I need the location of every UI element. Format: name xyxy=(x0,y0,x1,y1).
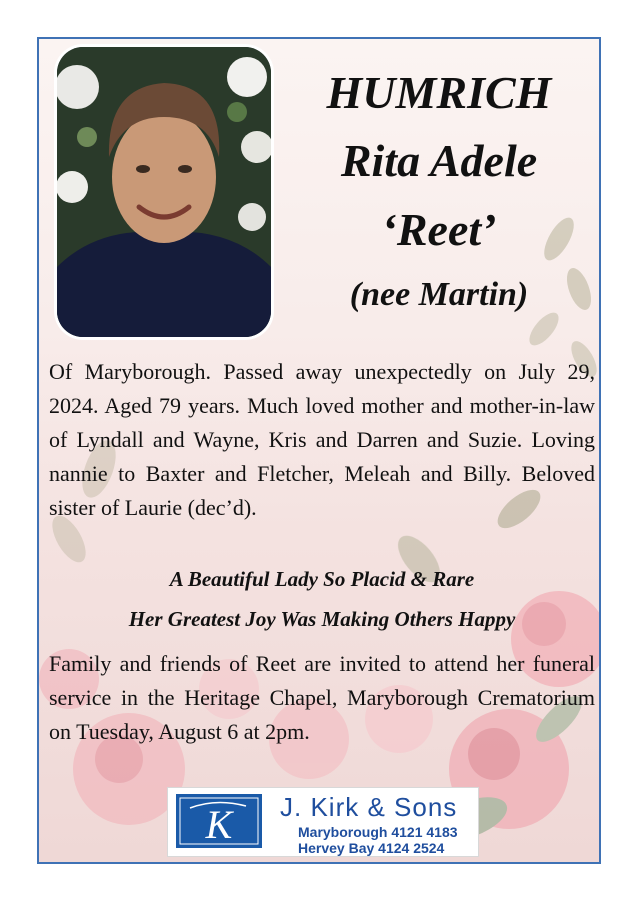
verse-line-1: A Beautiful Lady So Placid & Rare xyxy=(169,567,475,591)
obituary-text: Of Maryborough. Passed away unexpectedly on July 29, 2024. Aged 79 years. Much loved mother and mother-in-law of Lyndall and Wayne, Kris and Darren and Suzie. Loving nannie to Baxter and Fletcher, Meleah and Billy. Beloved sister of Laurie (dec’d). xyxy=(49,359,595,520)
kirk-logo-mark-icon xyxy=(176,794,262,848)
phone-hervey-bay: Hervey Bay 4124 2524 xyxy=(298,840,445,856)
funeral-details: Family and friends of Reet are invited to attend her funeral service in the Heritage Chapel, Maryborough Crematorium on Tuesday, August 6 at 2pm. xyxy=(49,651,595,744)
phone-maryborough: Maryborough 4121 4183 xyxy=(298,824,458,840)
funeral-director-logo xyxy=(167,787,479,857)
nickname: ‘Reet’ xyxy=(381,204,497,255)
given-names: Rita Adele xyxy=(340,135,538,186)
surname: HUMRICH xyxy=(326,67,552,118)
notice-frame xyxy=(37,37,601,864)
logo-letter: K xyxy=(205,802,233,847)
maiden-name: (nee Martin) xyxy=(349,276,529,313)
portrait-photo xyxy=(57,47,271,337)
firm-name: J. Kirk & Sons xyxy=(280,792,458,822)
portrait-illustration xyxy=(57,47,271,337)
deceased-name-block xyxy=(289,61,589,327)
verse-line-2: Her Greatest Joy Was Making Others Happy xyxy=(128,607,516,631)
